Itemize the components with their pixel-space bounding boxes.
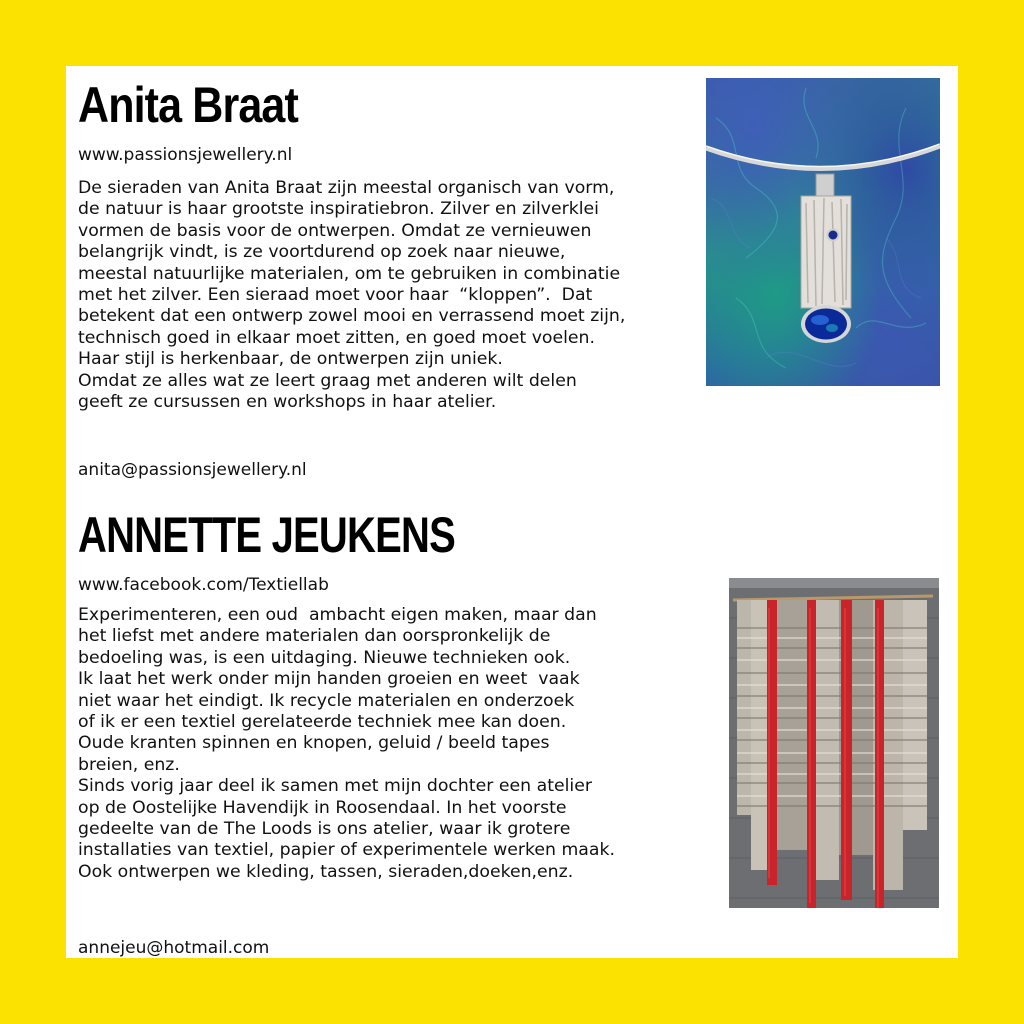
artist2-email-link[interactable]: annejeu@hotmail.com	[78, 938, 270, 958]
bio-line: Oude kranten spinnen en knopen, geluid / beeld tapes	[78, 733, 550, 754]
bio-line: breien, enz.	[78, 754, 180, 775]
bio-line: Ook ontwerpen we kleding, tassen, sieraden,doeken,enz.	[78, 861, 574, 882]
pendant-photo	[706, 78, 940, 386]
bio-line: gedeelte van de The Loods is ons atelier, waar ik grotere	[78, 819, 571, 840]
page-panel	[66, 66, 958, 958]
artist1-email-link[interactable]: anita@passionsjewellery.nl	[78, 460, 307, 480]
bio-line: of ik er een textiel gerelateerde techniek mee kan doen.	[78, 712, 567, 733]
bio-line: technisch goed in elkaar moet zitten, en goed moet voelen.	[78, 327, 596, 348]
bio-line: betekent dat een ontwerp zowel mooi en verrassend moet zijn,	[78, 306, 626, 327]
bio-line: De sieraden van Anita Braat zijn meestal organisch van vorm,	[78, 178, 615, 198]
bio-line: Omdat ze alles wat ze leert graag met anderen wilt delen	[78, 370, 577, 391]
textile-illustration	[729, 578, 939, 908]
bio-line: Sinds vorig jaar deel ik samen met mijn dochter een atelier	[78, 776, 592, 797]
bio-line: geeft ze cursussen en workshops in haar atelier.	[78, 392, 497, 413]
bio-line: Experimenteren, een oud ambacht eigen maken, maar dan	[78, 605, 597, 625]
textile-photo	[729, 578, 939, 908]
artist1-bio	[78, 178, 625, 413]
bio-line: het liefst met andere materialen dan oorspronkelijk de	[78, 626, 551, 647]
bio-line: vormen de basis voor de ontwerpen. Omdat ze vernieuwen	[78, 220, 592, 241]
bio-line: niet waar het eindigt. Ik recycle materialen en onderzoek	[78, 690, 575, 711]
artist2-bio	[78, 605, 615, 883]
artist2-website-link[interactable]: www.facebook.com/Textiellab	[78, 575, 329, 595]
artist2-name: ANNETTE JEUKENS	[78, 507, 455, 563]
bio-line: belangrijk vindt, is ze voortdurend op zoek naar nieuwe,	[78, 242, 566, 263]
bio-line: op de Oostelijke Havendijk in Roosendaal. In het voorste	[78, 797, 567, 818]
artist1-website-link[interactable]: www.passionsjewellery.nl	[78, 145, 293, 165]
bio-line: Ik laat het werk onder mijn handen groeien en weet vaak	[78, 669, 580, 690]
bio-line: de natuur is haar grootste inspiratiebron. Zilver en zilverklei	[78, 199, 599, 220]
bio-line: installaties van textiel, papier of experimentele werken maak.	[78, 840, 615, 861]
bio-line: bedoeling was, is een uitdaging. Nieuwe technieken ook.	[78, 647, 571, 668]
artist1-name: Anita Braat	[78, 77, 298, 133]
bio-line: met het zilver. Een sieraad moet voor haar “kloppen”. Dat	[78, 285, 593, 306]
pendant-illustration	[706, 78, 940, 386]
bio-line: meestal natuurlijke materialen, om te gebruiken in combinatie	[78, 263, 621, 284]
bio-line: Haar stijl is herkenbaar, de ontwerpen zijn uniek.	[78, 349, 503, 370]
